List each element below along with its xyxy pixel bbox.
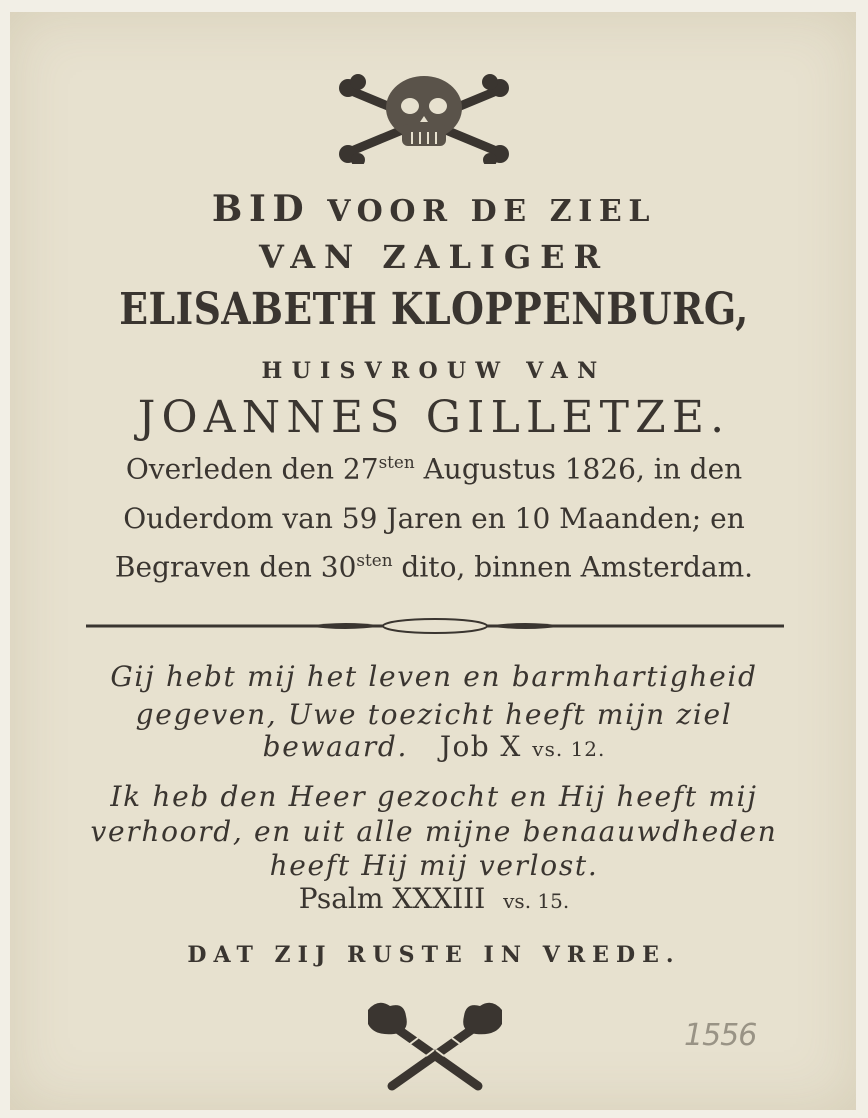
deceased-name: ELISABETH KLOPPENBURG, bbox=[119, 284, 749, 335]
closing-line: DAT ZIJ RUSTE IN VREDE. bbox=[187, 942, 681, 968]
heading-line-2: VAN ZALIGER bbox=[258, 238, 610, 276]
verse2-line-1: Ik heb den Heer gezocht en Hij heeft mij bbox=[110, 780, 758, 813]
crossed-torches-icon bbox=[360, 998, 510, 1094]
detail-line-2: Ouderdom van 59 Jaren en 10 Maanden; en bbox=[123, 502, 745, 535]
verse1-line-1: Gij hebt mij het leven en barmhartigheid bbox=[110, 660, 758, 693]
verse1-reference: Job X bbox=[439, 730, 522, 763]
handwritten-inventory-number: 1556 bbox=[684, 1018, 757, 1053]
heading-line-1: BID VOOR DE ZIEL bbox=[211, 188, 657, 230]
heading-line-4: HUISVROUW VAN bbox=[261, 358, 607, 384]
ornamental-divider bbox=[86, 616, 784, 636]
verse2-line-2: verhoord, en uit alle mijne benaauwdheden bbox=[90, 815, 778, 848]
verse2-reference: Psalm XXXIII vs. 15. bbox=[298, 882, 570, 915]
spouse-name: JOANNES GILLETZE. bbox=[137, 392, 731, 443]
detail-line-1: Overleden den $27^{sten}$ Augustus 1826, in den bbox=[125, 452, 743, 486]
detail-line-3: Begraven den $30^{sten}$ dito, binnen Amsterdam. bbox=[114, 550, 754, 584]
skull-crossbones-icon bbox=[336, 72, 512, 164]
verse1-line-2: gegeven, Uwe toezicht heeft mijn ziel bbox=[135, 698, 733, 731]
verse2-line-3: heeft Hij mij verlost. bbox=[269, 849, 599, 882]
verse1-line-3: bewaard. Job X vs. 12. bbox=[262, 730, 606, 763]
